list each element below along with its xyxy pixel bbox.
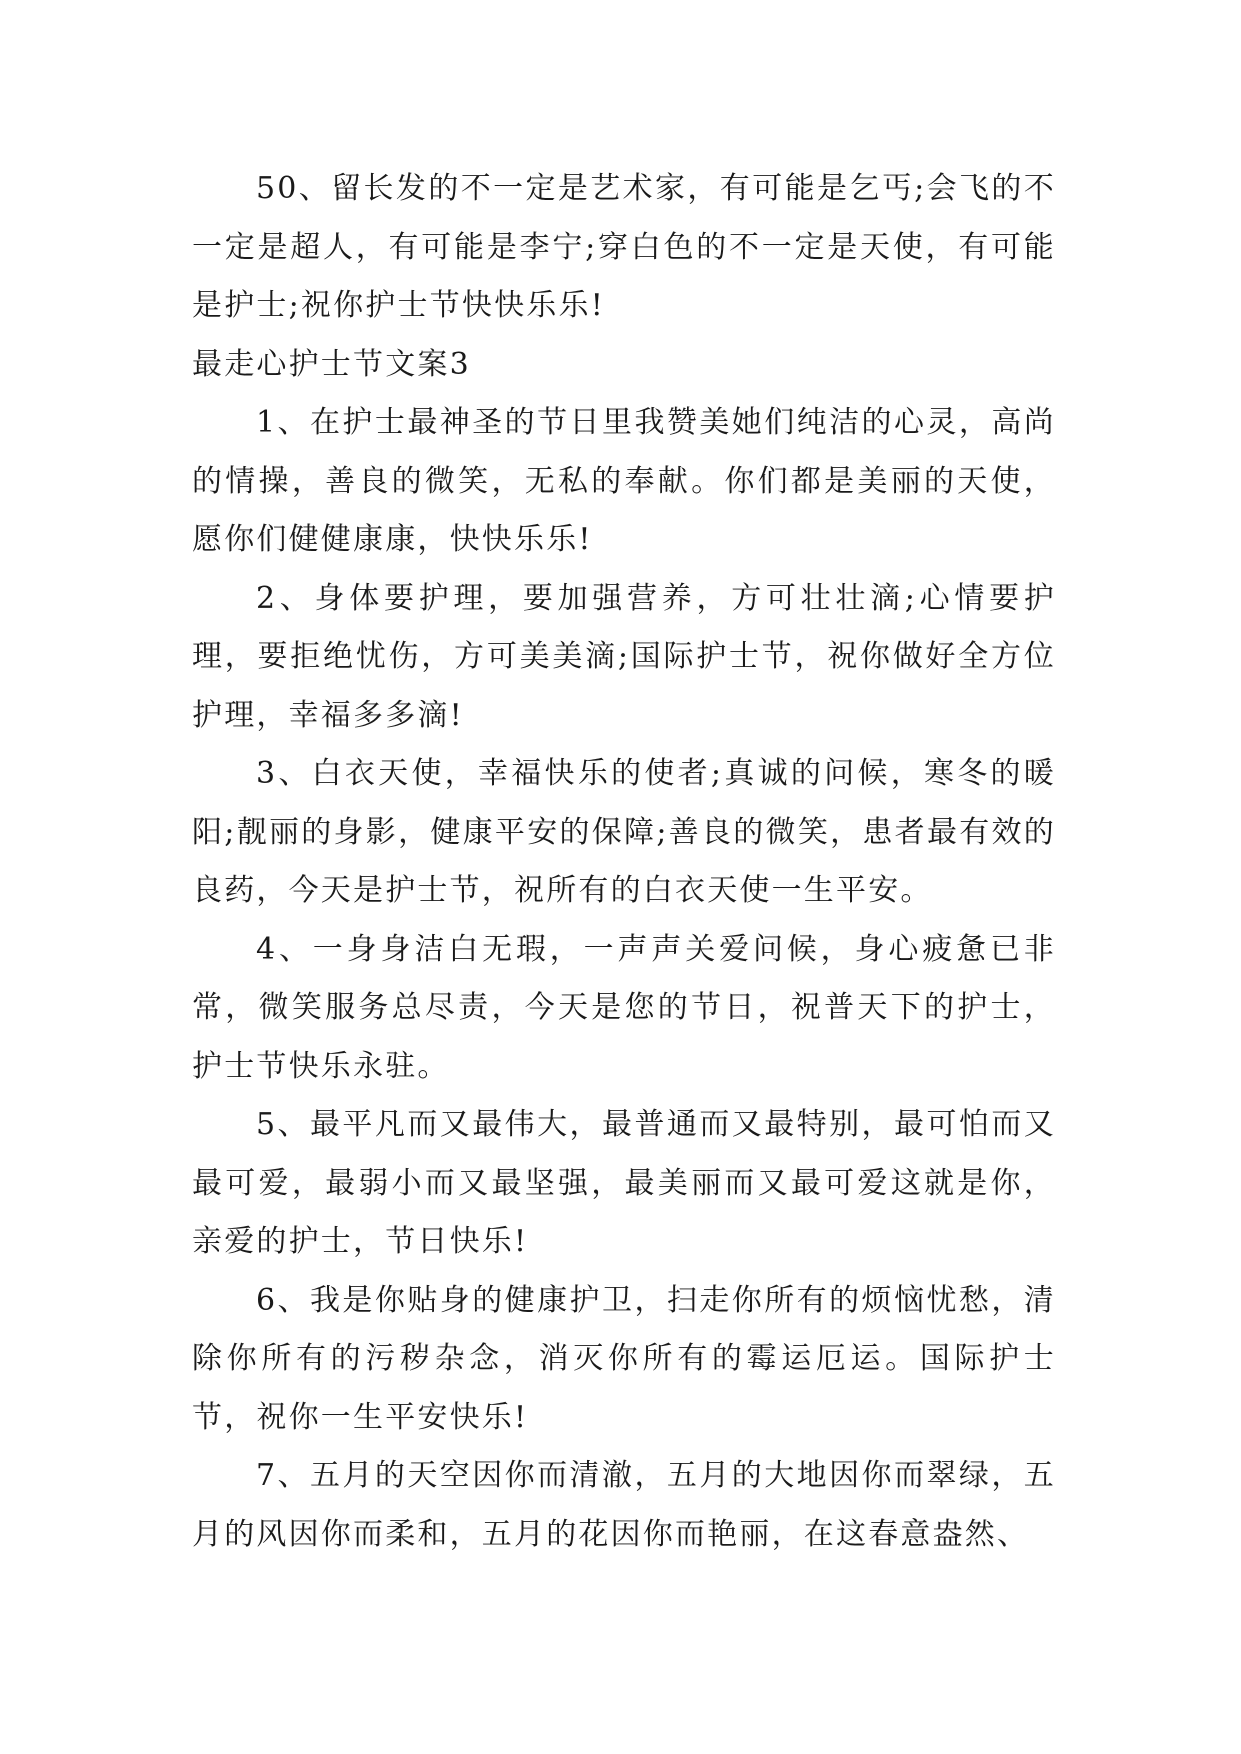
section-heading: 最走心护士节文案3 xyxy=(192,346,471,382)
document-page xyxy=(192,160,1056,1564)
paragraph-3: 3、白衣天使，幸福快乐的使者;真诚的问候，寒冬的暖阳;靓丽的身影，健康平安的保障;善良的微笑，患者最有效的良药，今天是护士节，祝所有的白衣天使一生平安。 xyxy=(192,756,1056,908)
paragraph-7: 7、五月的天空因你而清澈，五月的大地因你而翠绿，五月的风因你而柔和，五月的花因你而艳丽，在这春意盎然、 xyxy=(192,1458,1056,1552)
paragraph-4: 4、一身身洁白无瑕，一声声关爱问候，身心疲惫已非常，微笑服务总尽责，今天是您的节日，祝普天下的护士，护士节快乐永驻。 xyxy=(192,931,1056,1084)
paragraph-6: 6、我是你贴身的健康护卫，扫走你所有的烦恼忧愁，清除你所有的污秽杂念，消灭你所有的霉运厄运。国际护士节，祝你一生平安快乐! xyxy=(192,1282,1056,1435)
paragraph-5: 5、最平凡而又最伟大，最普通而又最特别，最可怕而又最可爱，最弱小而又最坚强，最美丽而又最可爱这就是你，亲爱的护士，节日快乐! xyxy=(192,1107,1056,1259)
paragraph-1: 1、在护士最神圣的节日里我赞美她们纯洁的心灵，高尚的情操，善良的微笑，无私的奉献。你们都是美丽的天使，愿你们健健康康，快快乐乐! xyxy=(192,405,1056,557)
paragraph-50: 50、留长发的不一定是艺术家，有可能是乞丐;会飞的不一定是超人，有可能是李宁;穿白色的不一定是天使，有可能是护士;祝你护士节快快乐乐! xyxy=(192,171,1056,323)
paragraph-2: 2、身体要护理，要加强营养，方可壮壮滴;心情要护理，要拒绝忧伤，方可美美滴;国际护士节，祝你做好全方位护理，幸福多多滴! xyxy=(192,580,1056,733)
